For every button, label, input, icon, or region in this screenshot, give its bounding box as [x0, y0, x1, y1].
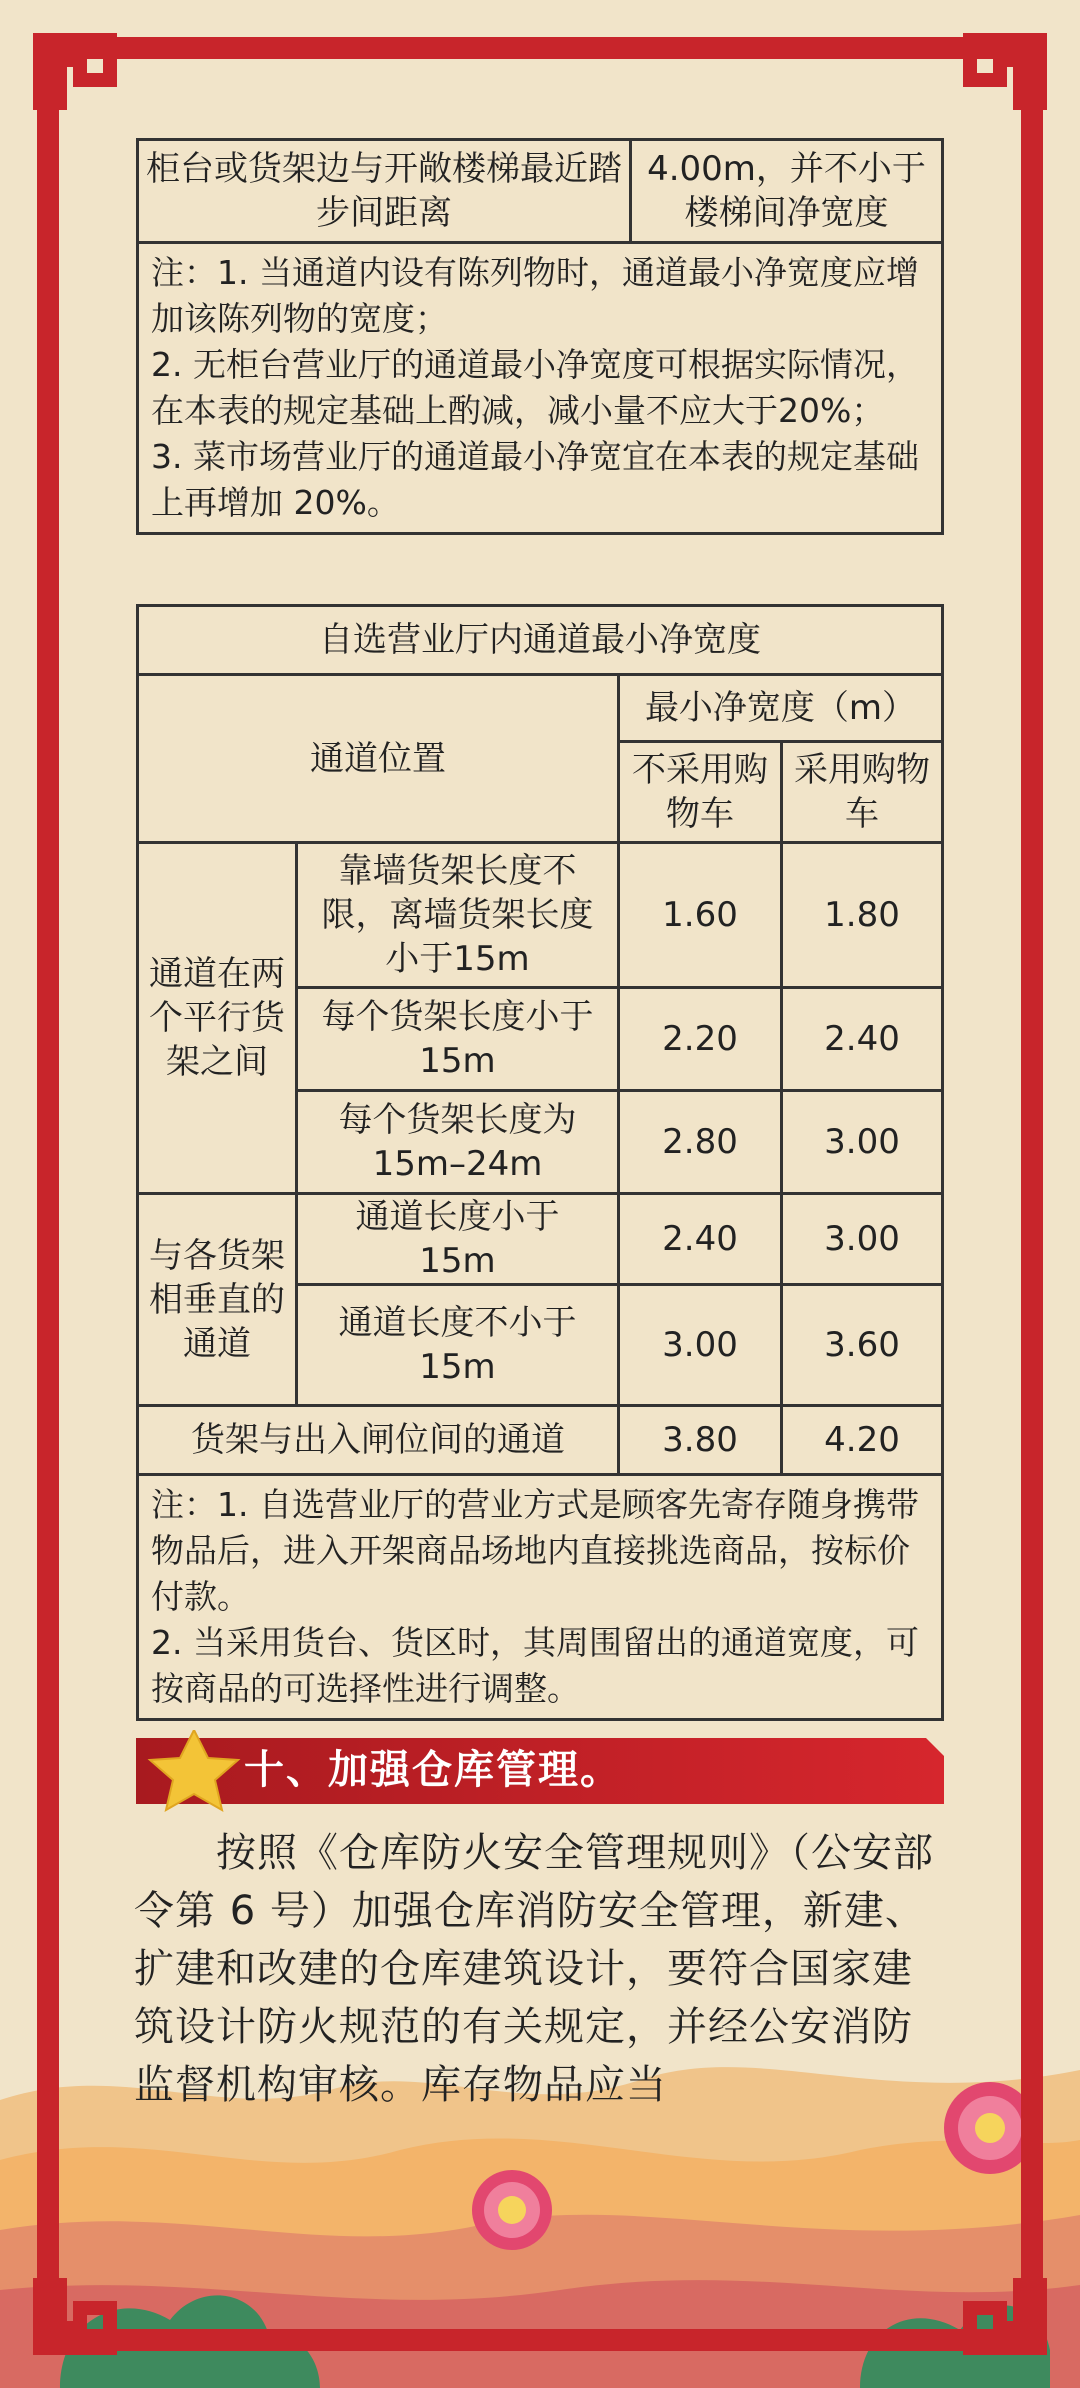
section-title: 十、加强仓库管理。 — [244, 1747, 622, 1793]
row-no-cart: 2.80 — [619, 1091, 782, 1194]
note-line: 2. 无柜台营业厅的通道最小净宽度可根据实际情况，在本表的规定基础上酌减，减小量不应大于20%； — [151, 345, 919, 430]
row-cart: 4.20 — [782, 1406, 943, 1475]
note-line: 注：1. 自选营业厅的营业方式是顾客先寄存随身携带物品后，进入开架商品场地内直接挑选商品，按标价付款。 — [151, 1485, 919, 1616]
row-cart: 1.80 — [782, 843, 943, 988]
row-cart: 3.00 — [782, 1091, 943, 1194]
paragraph-text: 按照《仓库防火安全管理规则》（公安部令第 6 号）加强仓库消防安全管理，新建、扩建和改建的仓库建筑设计，要符合国家建筑设计防火规范的有关规定，并经公安消防监督机构审核。库存物品应当 — [134, 1830, 934, 2108]
header-cart: 采用购物车 — [782, 742, 943, 843]
stair-distance-table — [136, 138, 944, 535]
row-label: 每个货架长度为15m–24m — [297, 1091, 619, 1194]
row-no-cart: 2.20 — [619, 988, 782, 1091]
group-parallel: 通道在两个平行货架之间 — [138, 843, 297, 1194]
note-line: 注：1. 当通道内设有陈列物时，通道最小净宽度应增加该陈列物的宽度； — [151, 253, 919, 338]
section-heading — [136, 1730, 944, 1812]
table-cell-label: 柜台或货架边与开敞楼梯最近踏步间距离 — [138, 140, 631, 243]
row-no-cart: 1.60 — [619, 843, 782, 988]
row-cart: 3.60 — [782, 1285, 943, 1406]
note-line: 2. 当采用货台、货区时，其周围留出的通道宽度，可按商品的可选择性进行调整。 — [151, 1623, 919, 1708]
table-cell-value: 4.00m，并不小于楼梯间净宽度 — [631, 140, 943, 243]
row-label: 靠墙货架长度不限，离墙货架长度小于15m — [297, 843, 619, 988]
header-no-cart: 不采用购物车 — [619, 742, 782, 843]
row-cart: 3.00 — [782, 1194, 943, 1285]
row-label: 通道长度不小于15m — [297, 1285, 619, 1406]
row-label: 货架与出入闸位间的通道 — [138, 1406, 619, 1475]
table-note — [138, 1475, 943, 1720]
note-line: 3. 菜市场营业厅的通道最小净宽宜在本表的规定基础上再增加 20%。 — [151, 437, 919, 522]
row-label: 每个货架长度小于15m — [297, 988, 619, 1091]
aisle-width-table — [136, 604, 944, 1721]
row-no-cart: 2.40 — [619, 1194, 782, 1285]
header-min-width: 最小净宽度（m） — [619, 675, 943, 742]
row-no-cart: 3.00 — [619, 1285, 782, 1406]
table-note — [138, 243, 943, 534]
group-perpendicular: 与各货架相垂直的通道 — [138, 1194, 297, 1406]
row-label: 通道长度小于 15m — [297, 1194, 619, 1285]
row-no-cart: 3.80 — [619, 1406, 782, 1475]
row-cart: 2.40 — [782, 988, 943, 1091]
header-position: 通道位置 — [138, 675, 619, 843]
body-paragraph — [134, 1824, 946, 2114]
table-title: 自选营业厅内通道最小净宽度 — [138, 606, 943, 675]
